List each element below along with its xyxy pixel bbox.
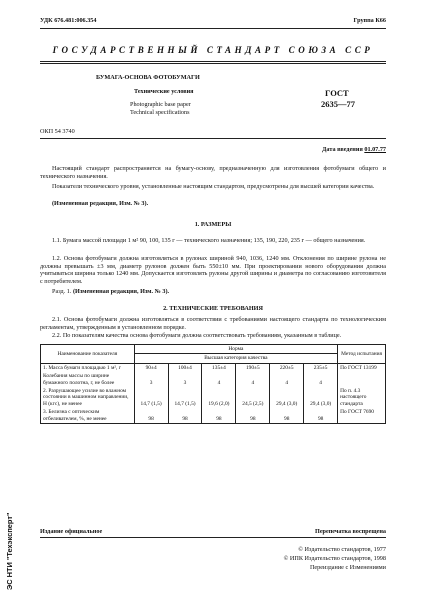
row-value: 29,4 (3,0) bbox=[270, 387, 304, 408]
doc-title: БУМАГА-ОСНОВА ФОТОБУМАГИ bbox=[96, 74, 200, 81]
section-1-amendment-text: (Измененная редакция, Изм. № 3). bbox=[72, 288, 170, 295]
title-rule bbox=[40, 138, 386, 139]
row-value: 98 bbox=[168, 408, 202, 423]
row-method: По ГОСТ 13199 bbox=[338, 363, 386, 372]
section-1-amendment bbox=[40, 288, 386, 296]
table-row bbox=[41, 372, 386, 387]
row-method: По ГОСТ 7690 bbox=[338, 408, 386, 423]
intro-date bbox=[290, 146, 386, 154]
table-row bbox=[41, 408, 386, 423]
intro-amendment: (Измененная редакция, Изм. № 3). bbox=[52, 200, 149, 207]
row-value: 100±4 bbox=[168, 363, 202, 372]
row-value: 90±4 bbox=[134, 363, 168, 372]
row-value: 98 bbox=[304, 408, 338, 423]
row-method: По п. 4.3 настоящего стандарта bbox=[338, 387, 386, 408]
doc-subtitle-en: Technical specifications bbox=[130, 109, 190, 116]
copyright-1977: © Издательство стандартов, 1977 bbox=[298, 546, 386, 553]
section-2-heading: 2. ТЕХНИЧЕСКИЕ ТРЕБОВАНИЯ bbox=[163, 305, 263, 312]
row-name: Колебания массы по ширине бумажного полотна, г, не более bbox=[41, 372, 135, 387]
table-row bbox=[41, 387, 386, 408]
table-row bbox=[41, 363, 386, 372]
col-header-method: Метод испытания bbox=[338, 345, 386, 364]
row-value: 14,7 (1,5) bbox=[134, 387, 168, 408]
row-value: 3 bbox=[134, 372, 168, 387]
row-value: 29,4 (3,0) bbox=[304, 387, 338, 408]
official-edition: Издание официальное bbox=[40, 528, 103, 535]
doc-title-en: Photographic base paper bbox=[130, 101, 191, 108]
banner-rule-bottom bbox=[40, 63, 386, 64]
intro-paragraph-2: Показатели технического уровня, установленные настоящим стандартом, предусмотрены для высшей категории качества. bbox=[52, 183, 375, 190]
doc-subtitle: Технические условия bbox=[134, 88, 194, 95]
section-1-paragraph-1: 1.1. Бумага массой площади 1 м² 90, 100, 135 г — технического назначения; 135, 190, 220, 235 г — общего назначения. bbox=[52, 237, 366, 244]
col-header-category: Высшая категория качества bbox=[134, 354, 337, 363]
section-1-heading: 1. РАЗМЕРЫ bbox=[194, 221, 232, 228]
section-1-paragraph-2: 1.2. Основа фотобумаги должна изготовляться в рулонах шириной 940, 1036, 1240 мм. Отклонения по ширине рулона не должны превышать ±3 мм, диаметр рулонов должен быть 550±10 мм. При проектировании нового оборудования должна учитываться ширина только 1240 мм. Допускается изготовлять рулоны другой ширины и диаметра по согласованию изготовителя с потребителем. bbox=[40, 255, 386, 285]
row-name: 3. Белизна с оптическим отбеливателем, %, не менее bbox=[41, 408, 135, 423]
footer-rule bbox=[40, 537, 386, 538]
banner-rule-top bbox=[40, 61, 386, 62]
reissue-note: Переиздание с Изменениями bbox=[309, 564, 386, 571]
group-code: Группа К66 bbox=[353, 17, 386, 24]
gost-number: 2635—77 bbox=[321, 99, 355, 109]
standard-banner: ГОСУДАРСТВЕННЫЙ СТАНДАРТ СОЮЗА ССР bbox=[52, 45, 374, 55]
side-stamp: ЭС НТИ "Техэксперт" bbox=[5, 512, 14, 590]
row-value: 235±5 bbox=[304, 363, 338, 372]
row-value: 3 bbox=[168, 372, 202, 387]
row-value: 24,5 (2,5) bbox=[236, 387, 270, 408]
row-method bbox=[338, 372, 386, 387]
row-value: 98 bbox=[236, 408, 270, 423]
row-value: 135±4 bbox=[202, 363, 236, 372]
row-value: 220±5 bbox=[270, 363, 304, 372]
row-value: 190±5 bbox=[236, 363, 270, 372]
intro-date-label: Дата введения bbox=[322, 146, 363, 153]
reprint-notice: Перепечатка воспрещена bbox=[315, 528, 386, 535]
col-header-indicator: Наименование показателя bbox=[41, 345, 135, 364]
section-2-paragraph-2: 2.2. По показателям качества основа фотобумаги должна соответствовать требованиям, указанным в таблице. bbox=[52, 332, 342, 339]
requirements-table bbox=[40, 344, 386, 424]
row-value: 4 bbox=[236, 372, 270, 387]
row-value: 14,7 (1,5) bbox=[168, 387, 202, 408]
intro-paragraph-1: Настоящий стандарт распространяется на бумагу-основу, предназначенную для изготовления фотобумаги общего и технического назначения. bbox=[40, 165, 386, 180]
row-value: 19,6 (2,0) bbox=[202, 387, 236, 408]
row-value: 4 bbox=[202, 372, 236, 387]
row-value: 98 bbox=[134, 408, 168, 423]
section-1-amendment-prefix: Разд. 1. bbox=[52, 288, 72, 295]
intro-date-value: 01.07.77 bbox=[364, 146, 386, 153]
row-value: 4 bbox=[304, 372, 338, 387]
okp-code: ОКП 54 3740 bbox=[40, 128, 75, 135]
row-value: 4 bbox=[270, 372, 304, 387]
row-value: 98 bbox=[270, 408, 304, 423]
col-header-norm: Норма bbox=[134, 345, 337, 354]
section-2-paragraph-1: 2.1. Основа фотобумаги должна изготовляться в соответствии с требованиями настоящего стандарта по технологическим регламентам, утвержденным в установленном порядке. bbox=[40, 316, 386, 331]
gost-label: ГОСТ bbox=[325, 88, 349, 98]
row-value: 98 bbox=[202, 408, 236, 423]
udk-code: УДК 676.481:006.354 bbox=[40, 17, 97, 24]
copyright-1998: © ИПК Издательство стандартов, 1998 bbox=[283, 555, 386, 562]
row-name: 2. Разрушающее усилие во влажном состоянии в машинном направлении, Н (кгс), не менее bbox=[41, 387, 135, 408]
header-rule bbox=[40, 28, 386, 29]
row-name: 1. Масса бумаги площадью 1 м², г bbox=[41, 363, 135, 372]
